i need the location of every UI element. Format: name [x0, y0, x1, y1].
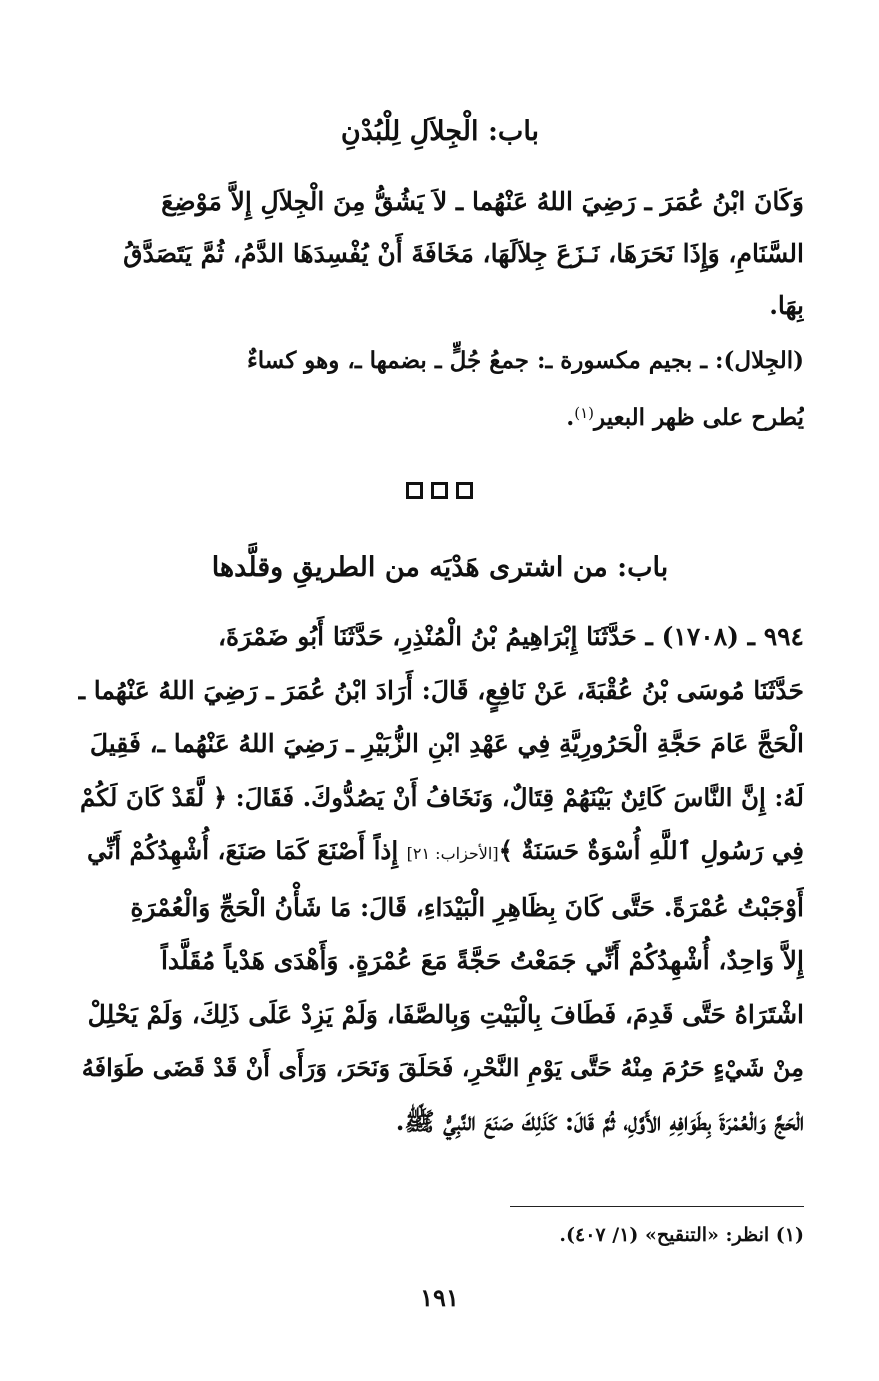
- quran-citation-line: [78, 824, 804, 881]
- text-line: الْحَجَّ عَامَ حَجَّةِ الْحَرُورِيَّةِ فِي عَهْدِ ابْنِ الزُّبَيْرِ ـ رَضِيَ اللهُ عَنْهُما ـ، فَقِيلَ: [89, 729, 804, 758]
- sentence-end: .: [566, 404, 575, 431]
- definition-text: يُطرح على ظهر البعير: [594, 404, 804, 431]
- heading-label: باب:: [617, 552, 669, 583]
- surah-reference: [الأحزاب: ٢١]: [406, 844, 499, 863]
- hadith-paragraph: [78, 610, 804, 1148]
- heading-label: باب:: [487, 116, 540, 147]
- section-heading-jilal: [80, 112, 800, 152]
- text-line: بِهَا.: [769, 291, 804, 320]
- text-line: الْحَجَّ وَالْعُمْرَةَ بِطَوَافِهِ الأَوَّلِ، ثُمَّ قَالَ: كَذَلِكَ صَنَعَ النَّبِيُّ ﷺ.: [395, 1106, 804, 1136]
- paragraph-jilal-definition: [78, 335, 804, 444]
- text-after-verse: إِذاً أَصْنَعَ كَمَا صَنَعَ، أُشْهِدُكُمْ أَنِّي: [86, 836, 399, 865]
- text-line: (الجِلال): ـ بجيم مكسورة ـ: جمعُ جُلٍّ ـ بضمها ـ، وهو كساءٌ: [246, 347, 804, 374]
- paragraph-ibn-umar: [78, 176, 804, 332]
- text-line: أَوْجَبْتُ عُمْرَةً. حَتَّى كَانَ بِظَاهِرِ الْبَيْدَاءِ، قَالَ: مَا شَأْنُ الْحَجِّ وَالْعُمْرَةِ: [130, 892, 804, 922]
- separator-square-icon: [456, 482, 473, 499]
- text-line: اشْتَرَاهُ حَتَّى قَدِمَ، فَطَافَ بِالْبَيْتِ وَبِالصَّفَا، وَلَمْ يَزِدْ عَلَى ذَلِكَ، وَلَمْ يَحْلِلْ: [87, 999, 804, 1029]
- text-line: السَّنَامِ، وَإِذَا نَحَرَهَا، نَـزَعَ جِلاَلَهَا، مَخَافَةَ أَنْ يُفْسِدَهَا الدَّمُ، ثُمَّ يَتَصَدَّقُ: [123, 239, 804, 268]
- section-heading-hady: [80, 548, 800, 588]
- footnote: (١) انظر: «التنقيح» (١/ ٤٠٧).: [559, 1224, 804, 1246]
- text-line: إِلاَّ وَاحِدٌ، أُشْهِدُكُمْ أَنِّي جَمَعْتُ حَجَّةً مَعَ عُمْرَةٍ. وَأَهْدَى هَدْياً مُقَلَّداً: [160, 946, 804, 975]
- heading-title: الْجِلاَلِ لِلْبُدْنِ: [340, 116, 479, 147]
- text-line: ٩٩٤ ـ (١٧٠٨) ـ حَدَّثَنَا إِبْرَاهِيمُ بْنُ الْمُنْذِرِ، حَدَّثَنَا أَبُو ضَمْرَةَ،: [217, 622, 804, 651]
- page-number: ١٩١: [420, 1283, 459, 1312]
- heading-title: من اشترى هَدْيَه من الطريقِ وقلَّدها: [211, 552, 608, 583]
- separator-square-icon: [406, 482, 423, 499]
- footnote-reference: (١): [574, 404, 594, 422]
- text-line: وَكَانَ ابْنُ عُمَرَ ـ رَضِيَ اللهُ عَنْهُما ـ لاَ يَشُقُّ مِنَ الْجِلاَلِ إِلاَّ مَوْضِعَ: [161, 187, 804, 216]
- text-line: حَدَّثَنَا مُوسَى بْنُ عُقْبَةَ، عَنْ نَافِعٍ، قَالَ: أَرَادَ ابْنُ عُمَرَ ـ رَضِيَ اللهُ عَنْهُما ـ: [78, 675, 804, 705]
- separator-square-icon: [431, 482, 448, 499]
- text-line: [78, 387, 804, 444]
- text-line: مِنْ شَيْءٍ حَرُمَ مِنْهُ حَتَّى يَوْمِ النَّحْرِ، فَحَلَقَ وَنَحَرَ، وَرَأَى أَنْ قَدْ قَضَى طَوَافَهُ: [81, 1053, 804, 1082]
- text-line: لَهُ: إِنَّ النَّاسَ كَائِنٌ بَيْنَهُمْ قِتَالٌ، وَنَخَافُ أَنْ يَصُدُّوكَ. فَقَالَ: ﴿ لَّقَدْ كَانَ لَكُمْ: [80, 782, 804, 812]
- footnote-divider: [510, 1206, 804, 1207]
- quran-verse: فِي رَسُولِ ٱللَّهِ أُسْوَةٌ حَسَنَةٌ ﴾: [498, 836, 804, 865]
- section-separator: [0, 482, 879, 499]
